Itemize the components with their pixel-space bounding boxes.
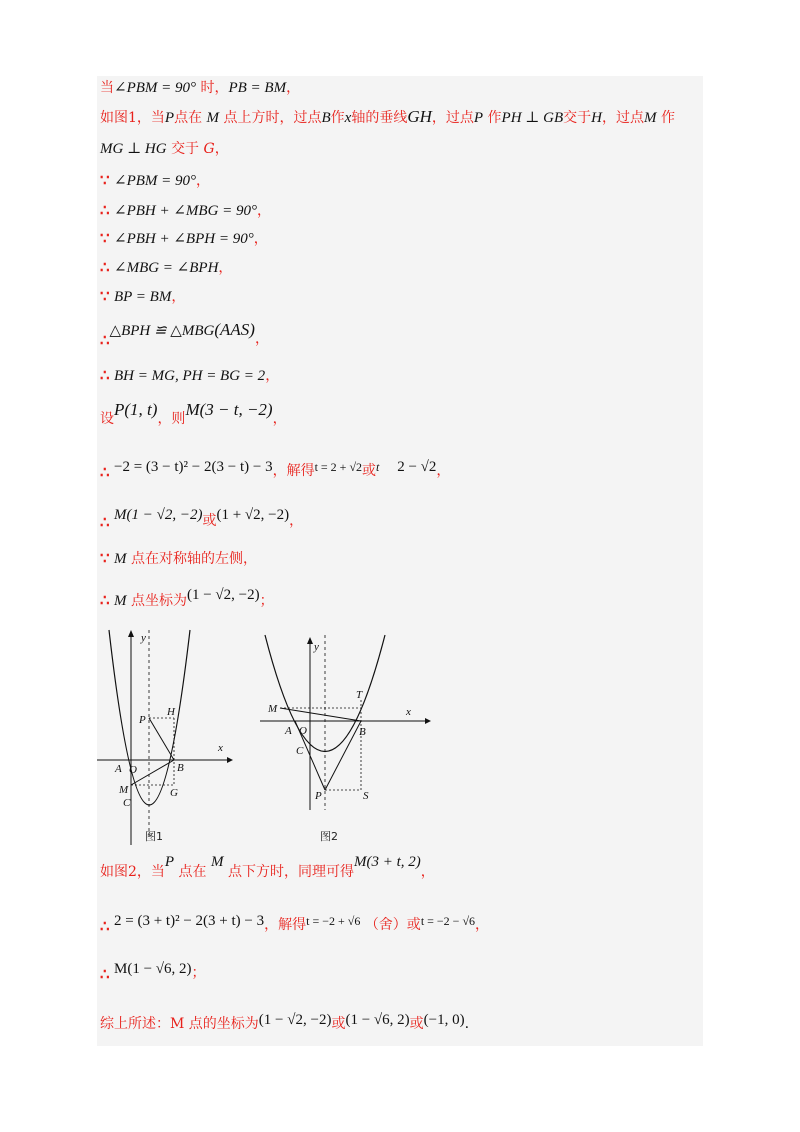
line12-d: ， (436, 463, 451, 479)
fig2-label-M: M (268, 703, 278, 715)
fig2-label-A: A (285, 725, 292, 737)
therefore-symbol: ∴ (100, 201, 110, 219)
line7-b: ， (218, 260, 233, 276)
text-line-11 (100, 400, 287, 427)
figure-1-caption: 图1 (145, 830, 163, 843)
line4-b: ， (196, 173, 211, 189)
fig1-label-C: C (123, 797, 131, 809)
line12-c: 或 (362, 463, 377, 479)
text-line-10 (100, 365, 279, 386)
figure-2-diagram (255, 630, 440, 815)
line2-c: 点上方时，过点 (223, 110, 322, 126)
text-line-12 (100, 456, 451, 481)
text-line-4 (100, 170, 210, 191)
line14-a: 点在对称轴的左侧， (130, 551, 257, 567)
line12-m2: t = 2 + √2 (314, 460, 363, 474)
line16-m3: M(3 + t, 2) (353, 854, 421, 870)
line16-m1: P (164, 854, 175, 870)
text-line-13 (100, 504, 304, 531)
line16-c: 点下方时，同理可得 (227, 864, 354, 880)
fig2-label-O: O (299, 725, 307, 737)
line13-a: 或 (202, 513, 217, 529)
line2-j: 作 (660, 110, 675, 126)
fig1-parabola (109, 630, 190, 805)
line2-h: 交于 (563, 110, 592, 126)
fig2-label-C: C (296, 745, 304, 757)
line15-b: ； (259, 593, 274, 609)
fig1-label-O: O (129, 764, 137, 776)
line2-a: 如图1，当 (100, 110, 165, 126)
line2-m7: PH ⊥ GB (501, 110, 564, 126)
line10-b: ， (265, 368, 280, 384)
line2-m8: H (591, 110, 602, 126)
text-line-1 (100, 78, 300, 98)
line3-b: ， (214, 141, 229, 157)
text-line-3 (100, 139, 229, 159)
line6-m: ∠PBH + ∠BPH = 90° (114, 231, 254, 247)
fig1-label-y: y (141, 632, 146, 644)
because-symbol: ∵ (100, 171, 110, 189)
line12-m3: t (376, 460, 380, 474)
line19-b: 或 (331, 1016, 346, 1032)
line12-m: −2 = (3 − t)² − 2(3 − t) − 3 (114, 459, 273, 475)
fig2-line-MB (280, 708, 361, 721)
line2-g: 作 (487, 110, 502, 126)
line2-d: 作 (330, 110, 345, 126)
line5-b: ， (257, 203, 272, 219)
line15-m: M (114, 593, 127, 609)
line11-c: ， (272, 411, 287, 427)
line16-m2: M (211, 854, 224, 870)
line18-m: M(1 − √6, 2) (114, 961, 192, 977)
line19-m2: (1 − √6, 2) (345, 1012, 410, 1028)
line18-b: ； (191, 965, 206, 981)
text-line-9 (100, 320, 269, 349)
line12-m4: 2 − √2 (397, 459, 437, 475)
line3-m: MG ⊥ HG (100, 141, 167, 157)
line2-f: ，过点 (431, 110, 474, 126)
line2-i: ，过点 (601, 110, 644, 126)
line19-c: 或 (409, 1016, 424, 1032)
fig1-line-MB (131, 760, 174, 785)
line1-text-c: ， (286, 80, 301, 96)
line19-m3: (−1, 0) (423, 1012, 465, 1028)
line10-m: BH = MG, PH = BG = 2 (114, 368, 266, 384)
therefore-symbol: ∴ (100, 258, 110, 276)
text-line-8 (100, 286, 185, 307)
line19-d: . (464, 1016, 470, 1032)
line13-m2: (1 + √2, −2) (216, 507, 290, 523)
text-line-2 (100, 107, 675, 128)
fig2-label-T: T (356, 689, 363, 701)
fig1-label-H: H (167, 706, 175, 718)
text-line-6 (100, 228, 268, 249)
fig2-label-B: B (359, 726, 366, 738)
text-line-17 (100, 910, 490, 935)
figure-2-caption: 图2 (320, 830, 338, 843)
line19-m1: (1 − √2, −2) (258, 1012, 332, 1028)
line8-m: BP = BM (114, 289, 172, 305)
therefore-symbol: ∴ (100, 591, 110, 609)
line1-math-eq: PB = BM (228, 80, 287, 96)
line2-m1: P (164, 110, 175, 126)
because-symbol: ∵ (100, 287, 110, 305)
fig2-x-arrow (425, 718, 431, 724)
line2-e: 轴的垂线 (351, 110, 408, 126)
line15-m2: (1 − √2, −2) (186, 587, 260, 603)
line15-a: 点坐标为 (130, 593, 187, 609)
line11-m2: M(3 − t, −2) (185, 400, 273, 419)
fig2-label-P: P (315, 790, 322, 802)
because-symbol: ∵ (100, 229, 110, 247)
fig1-label-M: M (119, 784, 129, 796)
text-line-18 (100, 958, 206, 983)
fig1-x-arrow (227, 757, 233, 763)
line2-m2: M (206, 110, 220, 126)
line2-m3: B (321, 110, 331, 126)
therefore-symbol: ∴ (100, 917, 110, 935)
line9-b: ， (254, 331, 269, 347)
text-line-19 (100, 1010, 469, 1030)
line11-a: 设 (100, 411, 114, 427)
line4-m: ∠PBM = 90° (114, 173, 197, 189)
line3-a: 交于 (171, 141, 200, 157)
line2-m6: P (473, 110, 484, 126)
line16-a: 如图2，当 (100, 864, 165, 880)
therefore-symbol: ∴ (100, 331, 110, 349)
line7-m: ∠MBG = ∠BPH (114, 260, 219, 276)
line1-text-a: 当 (100, 80, 114, 96)
line16-b: 点在 (178, 864, 207, 880)
line9-m: △BPH ≌ △MBG (109, 323, 215, 339)
line3-g: G (203, 141, 215, 157)
fig2-label-S: S (363, 790, 369, 802)
fig2-line-PB (325, 721, 361, 790)
fig2-label-x: x (406, 706, 411, 718)
line2-b: 点在 (174, 110, 203, 126)
line11-b: ，则 (157, 411, 186, 427)
line2-m4: x (344, 110, 352, 126)
fig1-line-PB (149, 718, 174, 760)
fig2-y-arrow (307, 637, 313, 644)
line2-m9: M (643, 110, 657, 126)
fig2-parabola (265, 635, 385, 752)
line1-math-angle: ∠PBM = 90° (114, 80, 197, 96)
line2-m5: GH (407, 107, 432, 126)
line19-a: 综上所述：M 点的坐标为 (100, 1016, 259, 1032)
line13-m1: M(1 − √2, −2) (114, 507, 203, 523)
line17-m2: t = −2 + √6 (306, 914, 361, 928)
therefore-symbol: ∴ (100, 463, 110, 481)
fig2-label-y: y (314, 641, 319, 653)
text-line-5 (100, 200, 271, 221)
line17-c: ， (475, 917, 490, 933)
line17-b: （舍）或 (364, 917, 421, 933)
figure-1-diagram (97, 625, 237, 850)
therefore-symbol: ∴ (100, 513, 110, 531)
therefore-symbol: ∴ (100, 366, 110, 384)
fig1-y-arrow (128, 630, 134, 637)
line14-m: M (114, 551, 127, 567)
line17-m3: t = −2 − √6 (420, 914, 476, 928)
fig1-label-A: A (115, 763, 122, 775)
fig1-label-x: x (218, 742, 223, 754)
line11-m1: P(1, t) (114, 400, 158, 419)
line6-b: ， (253, 231, 268, 247)
line9-p: (AAS) (214, 320, 255, 339)
text-line-7 (100, 257, 232, 278)
text-line-15 (100, 584, 274, 609)
text-line-16 (100, 852, 435, 880)
line17-m: 2 = (3 + t)² − 2(3 + t) − 3 (114, 913, 265, 929)
fig1-label-P: P (139, 714, 146, 726)
line1-text-b: 时， (200, 80, 229, 96)
fig1-label-B: B (177, 762, 184, 774)
line12-b: ，解得 (272, 463, 315, 479)
line13-b: ， (289, 513, 304, 529)
therefore-symbol: ∴ (100, 965, 110, 983)
line8-b: ， (171, 289, 186, 305)
line16-d: ， (420, 864, 435, 880)
because-symbol: ∵ (100, 549, 110, 567)
fig1-label-G: G (170, 787, 178, 799)
line5-m: ∠PBH + ∠MBG = 90° (114, 203, 258, 219)
line17-a: ，解得 (264, 917, 307, 933)
text-line-14 (100, 548, 257, 569)
